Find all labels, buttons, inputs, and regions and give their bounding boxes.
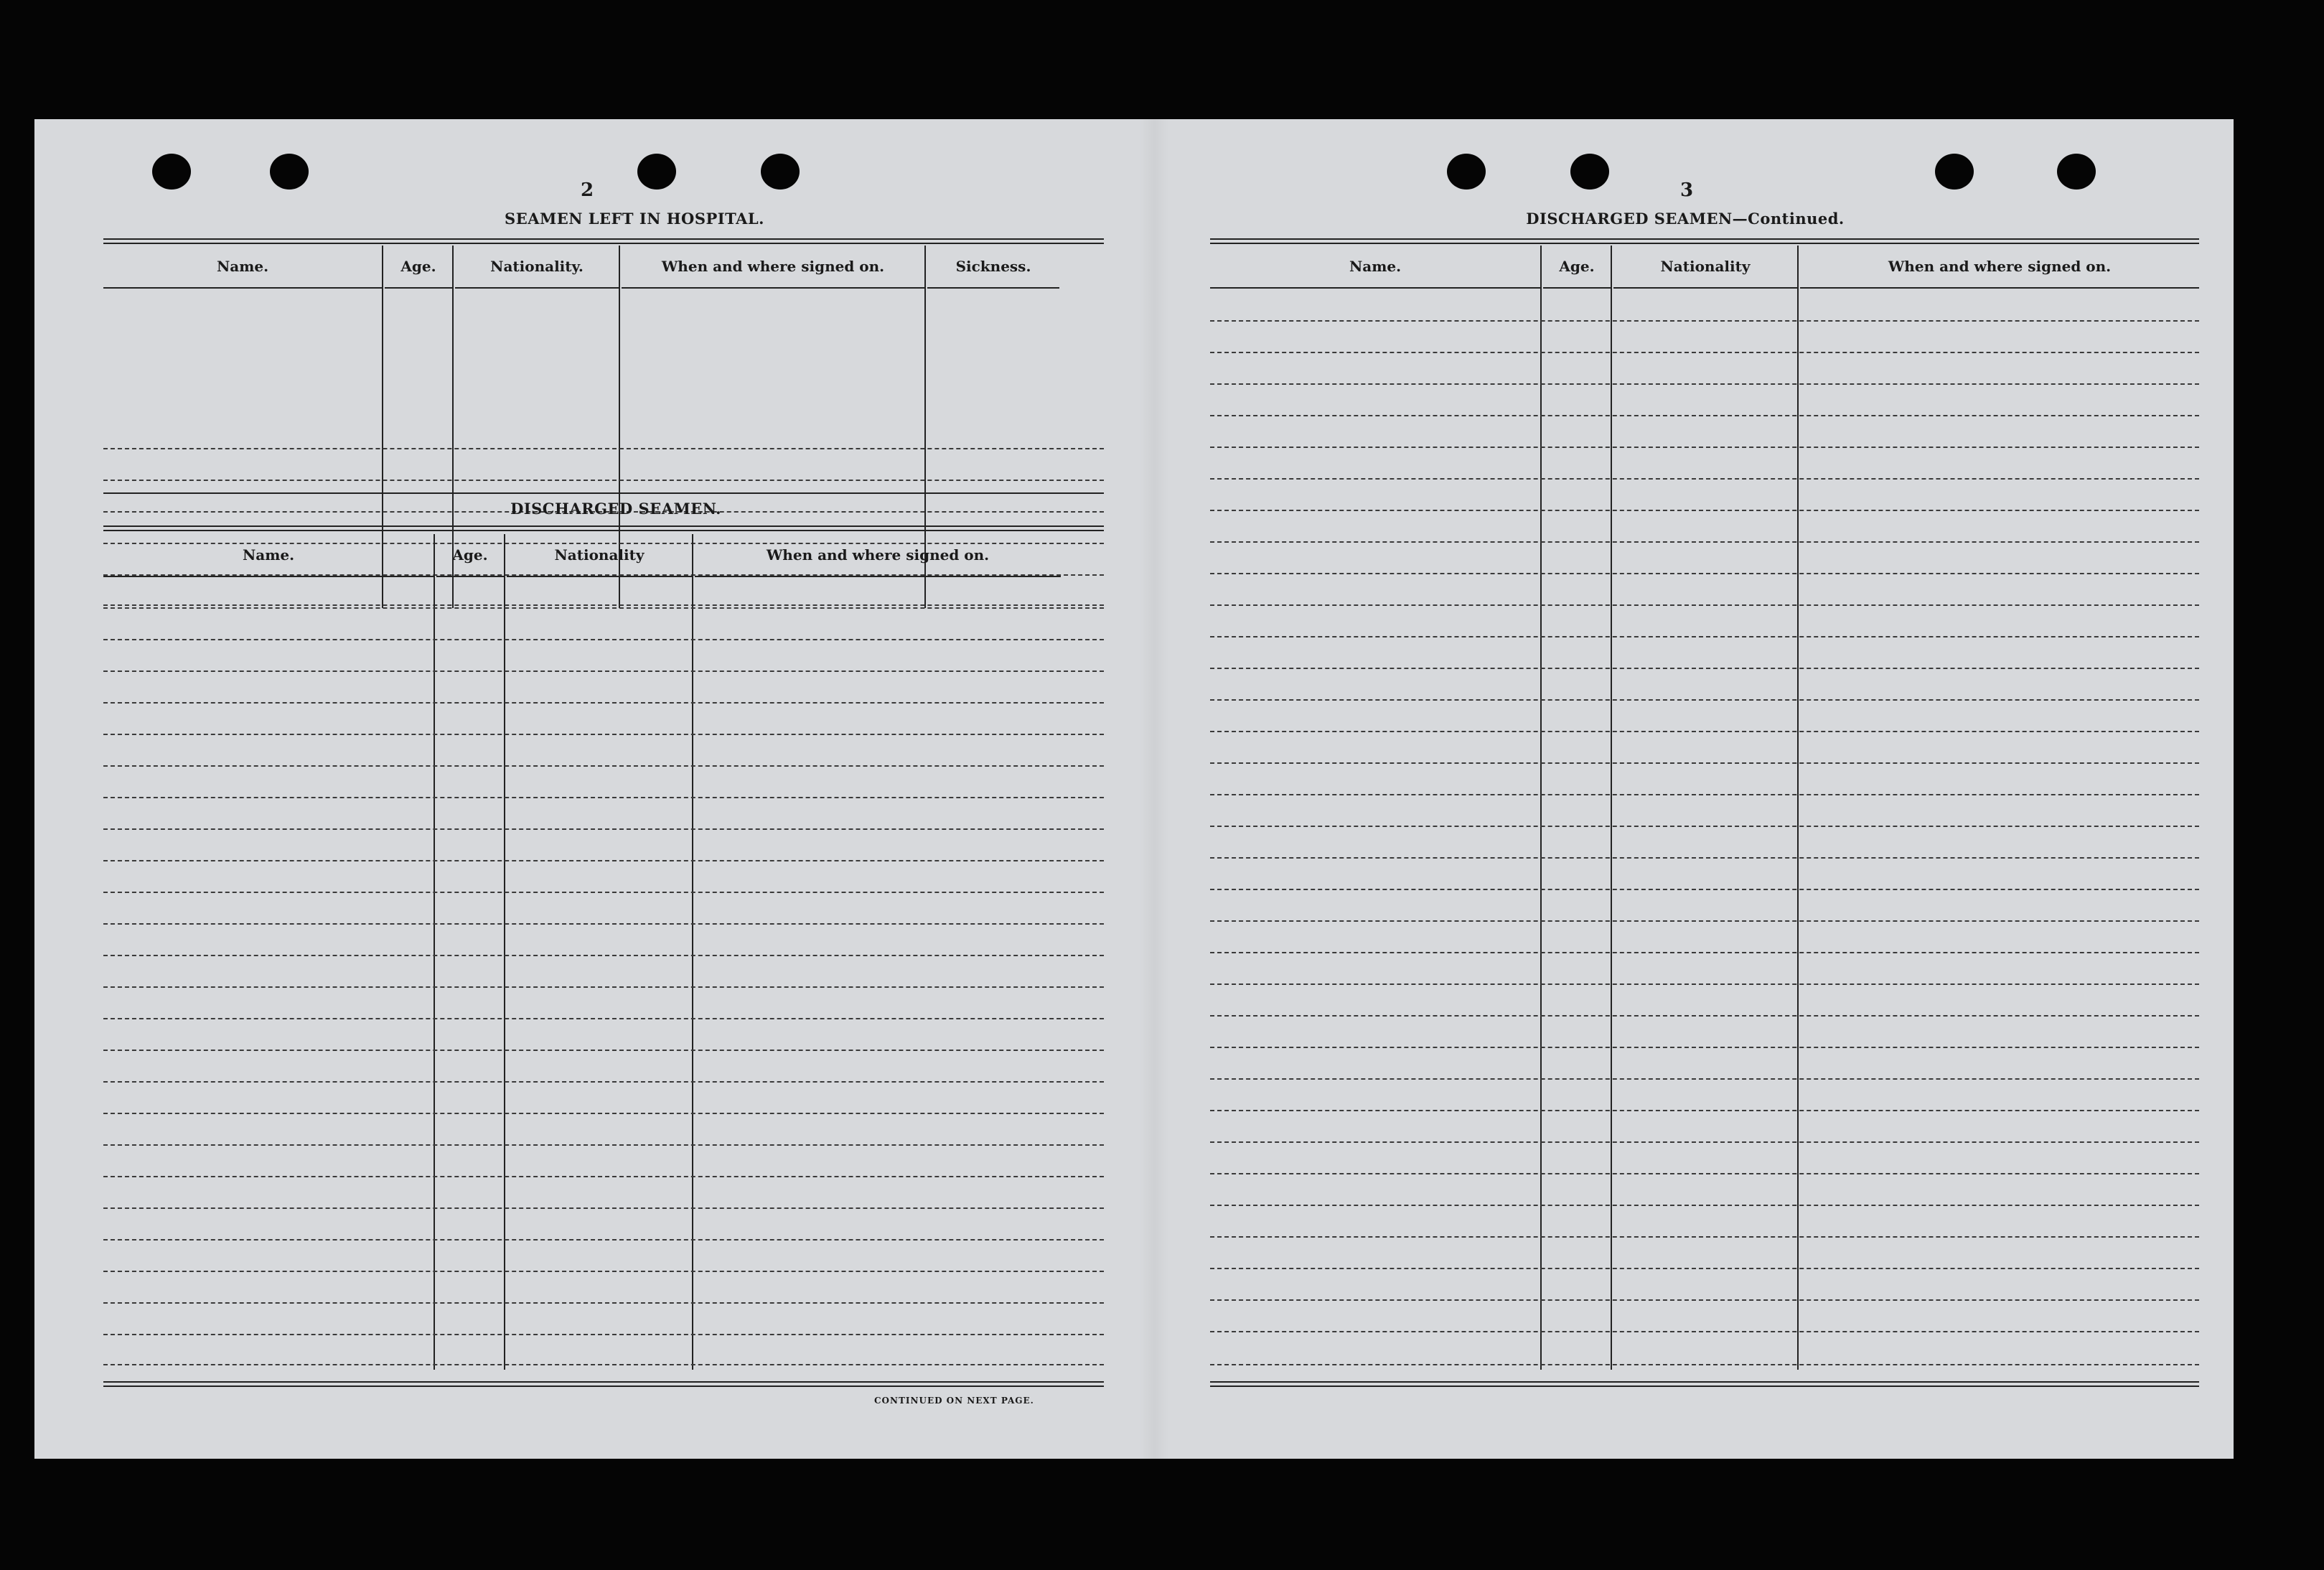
entry-line [103,1302,1104,1304]
double-rule [103,525,1104,531]
punch-hole [637,154,676,190]
column-divider [1797,246,1799,1370]
entry-line [1210,1015,2199,1017]
section-title-hospital: SEAMEN LEFT IN HOSPITAL. [505,210,764,228]
entry-line [103,607,1104,609]
entry-line [103,734,1104,735]
entry-line [103,702,1104,704]
entry-line [103,986,1104,988]
entry-line [1210,1205,2199,1206]
document-sheet [34,119,2234,1459]
discharged-table [103,534,1104,1388]
entry-line [1210,1078,2199,1080]
entry-line [103,797,1104,798]
entry-line [103,670,1104,672]
column-header-name: Name. [1210,246,1540,289]
entry-line [1210,983,2199,985]
entry-line [1210,952,2199,953]
entry-line [1210,383,2199,385]
column-header-sickness: Sickness. [927,246,1059,289]
column-header-signed-on: When and where signed on. [622,246,924,289]
entry-line [1210,668,2199,669]
column-divider [692,534,693,1370]
entry-line [103,1176,1104,1177]
column-header-nationality: Nationality [1613,246,1797,289]
punch-hole [1935,154,1974,190]
center-fold [1140,119,1168,1459]
column-divider [1611,246,1612,1370]
entry-line [103,480,1104,481]
entry-line [103,1271,1104,1272]
entry-line [1210,573,2199,574]
entry-line [103,1018,1104,1019]
entry-line [1210,636,2199,637]
column-divider [434,534,435,1370]
entry-line [1210,478,2199,480]
entry-line [1210,352,2199,353]
double-rule [103,1381,1104,1387]
entry-line [103,1113,1104,1114]
entry-line [1210,510,2199,511]
entry-line [103,1144,1104,1146]
entry-line [103,1207,1104,1209]
column-header-name: Name. [103,246,382,289]
entry-line [103,639,1104,640]
entry-line [103,1364,1104,1365]
entry-line [1210,1236,2199,1238]
rule [103,492,1104,494]
entry-line [103,1081,1104,1083]
entry-line [1210,699,2199,701]
double-rule [103,238,1104,244]
entry-line [1210,762,2199,764]
entry-line [1210,604,2199,606]
column-header-name: Name. [103,534,434,577]
punch-hole [152,154,191,190]
entry-line [1210,826,2199,827]
entry-line [1210,1331,2199,1332]
punch-hole [2057,154,2096,190]
column-header-signed-on: When and where signed on. [1800,246,2199,289]
entry-line [1210,415,2199,416]
page-number: 2 [580,179,594,201]
entry-line [1210,857,2199,859]
entry-line [1210,1173,2199,1174]
column-header-age: Age. [436,534,504,577]
entry-line [1210,731,2199,732]
entry-line [1210,541,2199,543]
double-rule [1210,238,2199,244]
entry-line [103,923,1104,925]
section-title-discharged-continued: DISCHARGED SEAMEN—Continued. [1526,210,1845,228]
entry-line [103,448,1104,449]
page-number: 3 [1679,179,1694,201]
entry-line [1210,1364,2199,1365]
entry-line [1210,1110,2199,1111]
entry-line [103,860,1104,861]
entry-line [1210,1141,2199,1143]
punch-hole [270,154,309,190]
entry-line [103,892,1104,893]
entry-line [103,828,1104,830]
entry-line [1210,889,2199,890]
entry-line [1210,920,2199,922]
double-rule [1210,1381,2199,1387]
section-title-discharged: DISCHARGED SEAMEN. [510,500,721,518]
discharged-continued-table [1210,246,2199,1387]
column-header-signed-on: When and where signed on. [695,534,1061,577]
entry-line [103,1334,1104,1335]
continued-footer: CONTINUED ON NEXT PAGE. [874,1396,1034,1406]
entry-line [1210,1047,2199,1048]
entry-line [103,765,1104,767]
column-header-nationality: Nationality. [455,246,619,289]
punch-hole [761,154,800,190]
column-header-age: Age. [1543,246,1611,289]
entry-line [1210,320,2199,322]
entry-line [1210,1268,2199,1269]
column-divider [504,534,505,1370]
entry-line [1210,447,2199,448]
punch-hole [1447,154,1486,190]
entry-line [103,1239,1104,1240]
entry-line [1210,1299,2199,1301]
entry-line [103,1050,1104,1051]
entry-line [103,955,1104,956]
column-header-age: Age. [385,246,452,289]
column-divider [1540,246,1542,1370]
entry-line [1210,794,2199,795]
punch-hole [1570,154,1609,190]
column-header-nationality: Nationality [507,534,692,577]
